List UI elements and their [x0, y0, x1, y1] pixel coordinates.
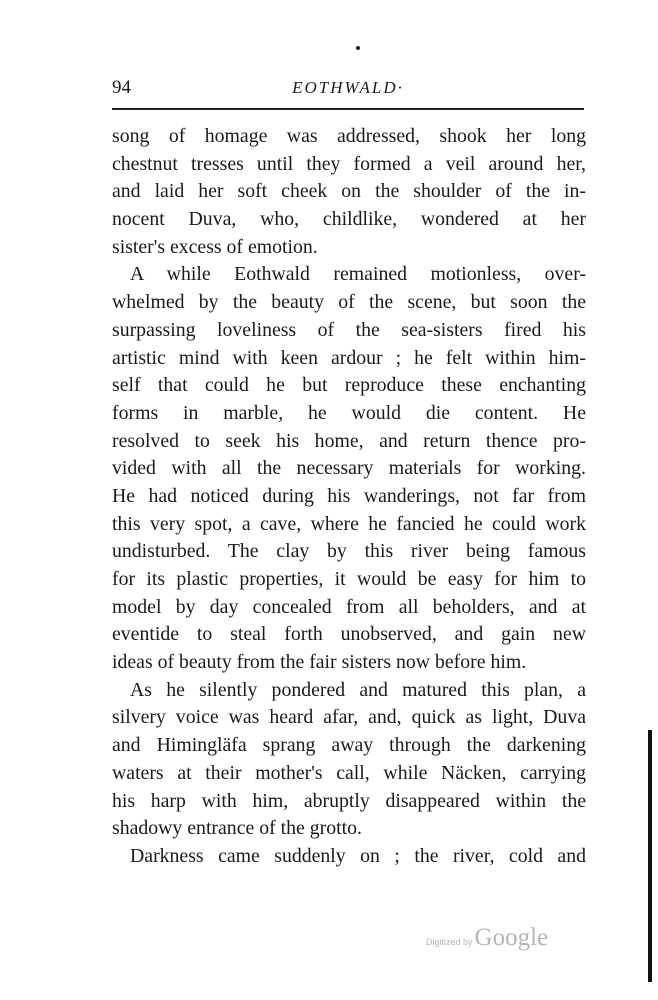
- page-number: 94: [112, 77, 131, 98]
- text-line: He had noticed during his wanderings, not far from: [112, 484, 586, 507]
- text-line: sister's excess of emotion.: [112, 235, 318, 258]
- text-line: Darkness came suddenly on ; the river, cold and: [130, 844, 586, 867]
- text-line: shadowy entrance of the grotto.: [112, 817, 362, 840]
- body-text: [112, 123, 586, 871]
- text-line: undisturbed. The clay by this river being famous: [112, 540, 586, 563]
- text-line: self that could he but reproduce these enchanting: [112, 374, 586, 397]
- text-line: for its plastic properties, it would be easy for him to: [112, 568, 586, 590]
- text-line: silvery voice was heard afar, and, quick as light, Duva: [112, 706, 586, 729]
- text-line: and laid her soft cheek on the shoulder of the in-: [112, 180, 586, 203]
- text-line: chestnut tresses until they formed a veil around her,: [112, 152, 586, 175]
- text-line: surpassing loveliness of the sea-sisters fired his: [112, 318, 586, 341]
- text-line: A while Eothwald remained motionless, over-: [130, 263, 586, 286]
- text-line: and Himingläfa sprang away through the darkening: [112, 734, 586, 757]
- text-line: artistic mind with keen ardour ; he felt within him-: [112, 346, 586, 369]
- text-line: his harp with him, abruptly disappeared within the: [112, 789, 586, 812]
- printer-mark-dot: [356, 46, 360, 50]
- watermark-small-text: Digitized by: [426, 937, 473, 947]
- scan-edge-bar: [648, 730, 652, 982]
- watermark-google-text: Google: [474, 924, 549, 951]
- text-line: nocent Duva, who, childlike, wondered at her: [112, 208, 586, 231]
- text-line: resolved to seek his home, and return thence pro-: [112, 429, 586, 452]
- running-title: EOTHWALD·: [292, 78, 404, 97]
- text-line: model by day concealed from all beholders, and at: [112, 595, 586, 618]
- text-line: vided with all the necessary materials for working.: [112, 457, 586, 480]
- text-line: waters at their mother's call, while Näcken, carrying: [112, 761, 586, 784]
- text-line: ideas of beauty from the fair sisters now before him.: [112, 651, 527, 674]
- digitized-by-google-watermark: [426, 924, 548, 952]
- text-line: whelmed by the beauty of the scene, but soon the: [112, 291, 586, 314]
- text-line: forms in marble, he would die content. He: [112, 401, 586, 424]
- text-line: eventide to steal forth unobserved, and gain new: [112, 623, 586, 646]
- page-header: [112, 74, 584, 102]
- text-line: this very spot, a cave, where he fancied he could work: [112, 512, 586, 535]
- text-line: song of homage was addressed, shook her long: [112, 125, 586, 147]
- text-line: As he silently pondered and matured this plan, a: [130, 678, 586, 701]
- header-rule: [112, 108, 584, 110]
